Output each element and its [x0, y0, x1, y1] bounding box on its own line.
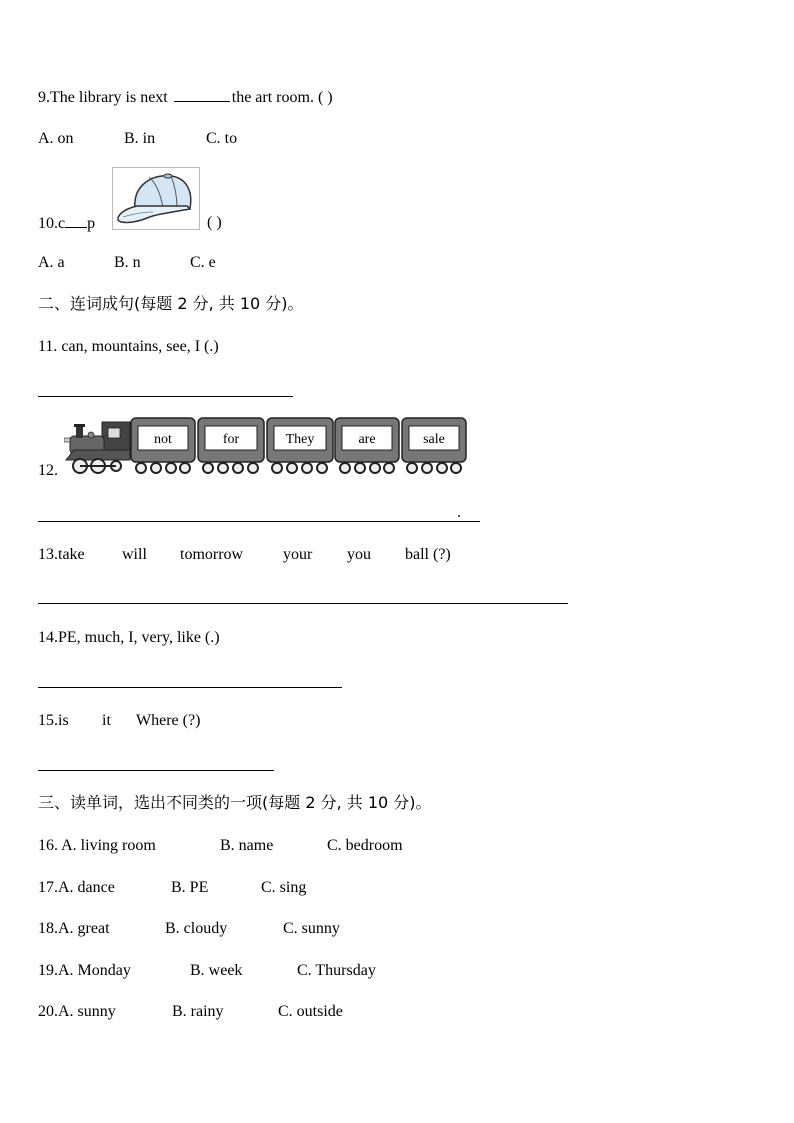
q9-stem-end: the art room. ( ) — [231, 89, 333, 106]
question-19 — [38, 961, 376, 981]
q10-option-a[interactable]: A. a — [38, 254, 65, 271]
question-20 — [38, 1002, 343, 1022]
q18-option-b[interactable]: B. cloudy — [165, 920, 228, 937]
q15-word-1: 15.is — [38, 712, 69, 729]
q19-option-b[interactable]: B. week — [190, 962, 243, 979]
q9-option-b[interactable]: B. in — [124, 130, 156, 147]
question-15 — [38, 711, 200, 731]
q15-word-3: Where (?) — [136, 712, 201, 729]
q15-answer-line — [38, 770, 274, 771]
q13-word-2: will — [122, 546, 147, 563]
question-9 — [38, 87, 333, 108]
q17-option-c[interactable]: C. sing — [261, 879, 307, 896]
q13-word-1: 13.take — [38, 546, 85, 563]
q13-word-6: ball (?) — [405, 546, 451, 563]
q13-word-3: tomorrow — [180, 546, 244, 563]
q18-option-a[interactable]: 18.A. great — [38, 920, 110, 937]
q20-option-a[interactable]: 20.A. sunny — [38, 1003, 116, 1020]
q12-period: . — [457, 504, 461, 521]
train-car-2 — [198, 418, 264, 473]
train-picture — [64, 416, 470, 478]
train-car-1 — [131, 418, 195, 473]
q17-option-a[interactable]: 17.A. dance — [38, 879, 115, 896]
q20-option-c[interactable]: C. outside — [278, 1003, 343, 1020]
q16-option-a[interactable]: 16. A. living room — [38, 837, 156, 854]
cap-icon — [113, 168, 199, 229]
section-2-title: 二、连词成句(每题 2 分, 共 10 分)。 — [38, 294, 304, 313]
locomotive-icon — [64, 422, 130, 473]
car-word-1: not — [154, 432, 172, 447]
question-16 — [38, 836, 403, 856]
train-car-3 — [267, 418, 333, 473]
section-3-title: 三、读单词，选出不同类的一项(每题 2 分, 共 10 分)。 — [38, 793, 432, 812]
q10-option-c[interactable]: C. e — [190, 254, 216, 271]
q16-option-b[interactable]: B. name — [220, 837, 274, 854]
q16-option-c[interactable]: C. bedroom — [327, 837, 403, 854]
q13-answer-line — [38, 603, 568, 604]
q9-option-a[interactable]: A. on — [38, 130, 74, 147]
q11-answer-line — [38, 396, 293, 397]
q10-options — [38, 253, 216, 273]
train-car-5 — [402, 418, 466, 473]
q20-option-b[interactable]: B. rainy — [172, 1003, 224, 1020]
q15-word-2: it — [102, 712, 111, 729]
question-13 — [38, 545, 451, 565]
q9-options — [38, 129, 237, 149]
question-12-number: 12. — [38, 462, 58, 479]
q10-answer-paren: ( ) — [207, 214, 222, 231]
car-word-2: for — [222, 432, 240, 447]
q10-stem: 10.c — [38, 215, 66, 232]
q10-option-b[interactable]: B. n — [114, 254, 141, 271]
q13-word-5: you — [347, 546, 371, 563]
q9-stem: 9.The library is next — [38, 89, 168, 106]
car-word-4: are — [358, 432, 376, 447]
question-18 — [38, 919, 340, 939]
q13-word-4: your — [283, 546, 313, 563]
q10-blank — [65, 213, 87, 228]
q19-option-c[interactable]: C. Thursday — [297, 962, 376, 979]
q9-blank — [174, 87, 230, 102]
q14-answer-line — [38, 687, 342, 688]
q10-stem-end: p — [87, 215, 96, 232]
train-car-4 — [335, 418, 399, 473]
cap-image — [112, 167, 200, 230]
q9-option-c[interactable]: C. to — [206, 130, 238, 147]
q12-answer-line — [38, 521, 480, 522]
q19-option-a[interactable]: 19.A. Monday — [38, 962, 131, 979]
q17-option-b[interactable]: B. PE — [171, 879, 209, 896]
q18-option-c[interactable]: C. sunny — [283, 920, 340, 937]
question-11: 11. can, mountains, see, I (.) — [38, 338, 219, 355]
car-word-3: They — [285, 432, 315, 447]
question-10 — [38, 213, 95, 234]
question-14: 14.PE, much, I, very, like (.) — [38, 629, 220, 646]
question-17 — [38, 878, 306, 898]
car-word-5: sale — [423, 432, 445, 447]
